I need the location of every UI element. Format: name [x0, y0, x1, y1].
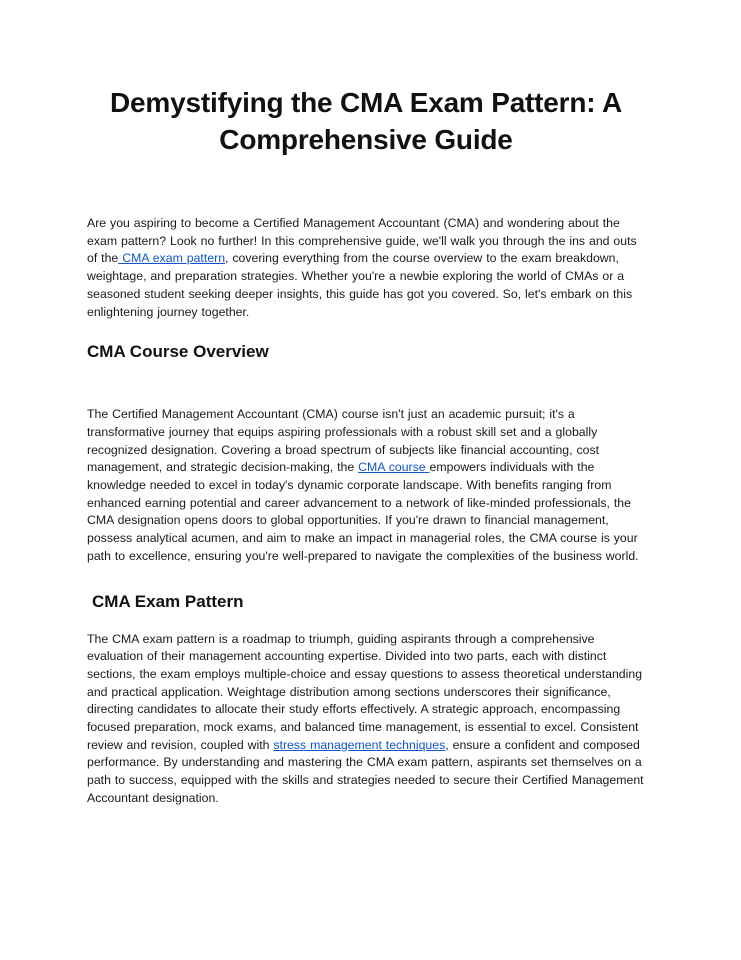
intro-text-before: Are you aspiring to become a Certified Management Accountant (CMA) and wondering about the exam pattern? Look no further! In this comprehensive guide, we'll walk you through the ins and outs of the	[87, 216, 637, 266]
exam-pattern-paragraph	[87, 631, 645, 808]
course-overview-heading: CMA Course Overview	[87, 342, 269, 362]
cma-exam-pattern-link[interactable]: CMA exam pattern	[118, 251, 226, 266]
cma-course-link[interactable]: CMA course	[358, 460, 430, 475]
overview-text-before: The Certified Management Accountant (CMA) course isn't just an academic pursuit; it's a transformative journey that equips aspiring professionals with a robust skill set and a globally recognized designation. Covering a broad spectrum of subjects like financial accounting, cost management, and strategic decision-making, the	[87, 407, 600, 475]
intro-text-after: , covering everything from the course overview to the exam breakdown, weightage, and preparation strategies. Whether you're a newbie exploring the world of CMAs or a seasoned student seeking deeper insights, this guide has got you covered. So, let's embark on this enlightening journey together.	[87, 251, 633, 319]
document-title: Demystifying the CMA Exam Pattern: A Comprehensive Guide	[110, 87, 622, 155]
overview-text-after: empowers individuals with the knowledge needed to excel in today's dynamic corporate landscape. With benefits ranging from enhanced earning potential and career advancement to a network of like-minded professionals, the CMA designation opens doors to global opportunities. If you're drawn to financial management, possess analytical acumen, and aim to make an impact in managerial roles, the CMA course is your path to excellence, ensuring you're well-prepared to navigate the complexities of the business world.	[87, 460, 639, 563]
pattern-text-before: The CMA exam pattern is a roadmap to triumph, guiding aspirants through a comprehensive evaluation of their management accounting expertise. Divided into two parts, each with distinct sections, the exam employs multiple-choice and essay questions to assess theoretical understanding and practical application. Weightage distribution among sections underscores their significance, directing candidates to allocate their study efforts effectively. A strategic approach, encompassing focused preparation, mock exams, and balanced time management, is essential to excel. Consistent review and revision, coupled with	[87, 631, 643, 752]
intro-paragraph	[87, 215, 645, 321]
stress-management-link[interactable]: stress management techniques	[273, 737, 446, 752]
exam-pattern-heading: CMA Exam Pattern	[92, 591, 244, 611]
pattern-text-after: , ensure a confident and composed performance. By understanding and mastering the CMA exam pattern, aspirants set themselves on a path to success, equipped with the skills and strategies needed to secure their Certified Management Accountant designation.	[87, 737, 644, 805]
course-overview-paragraph	[87, 406, 645, 565]
